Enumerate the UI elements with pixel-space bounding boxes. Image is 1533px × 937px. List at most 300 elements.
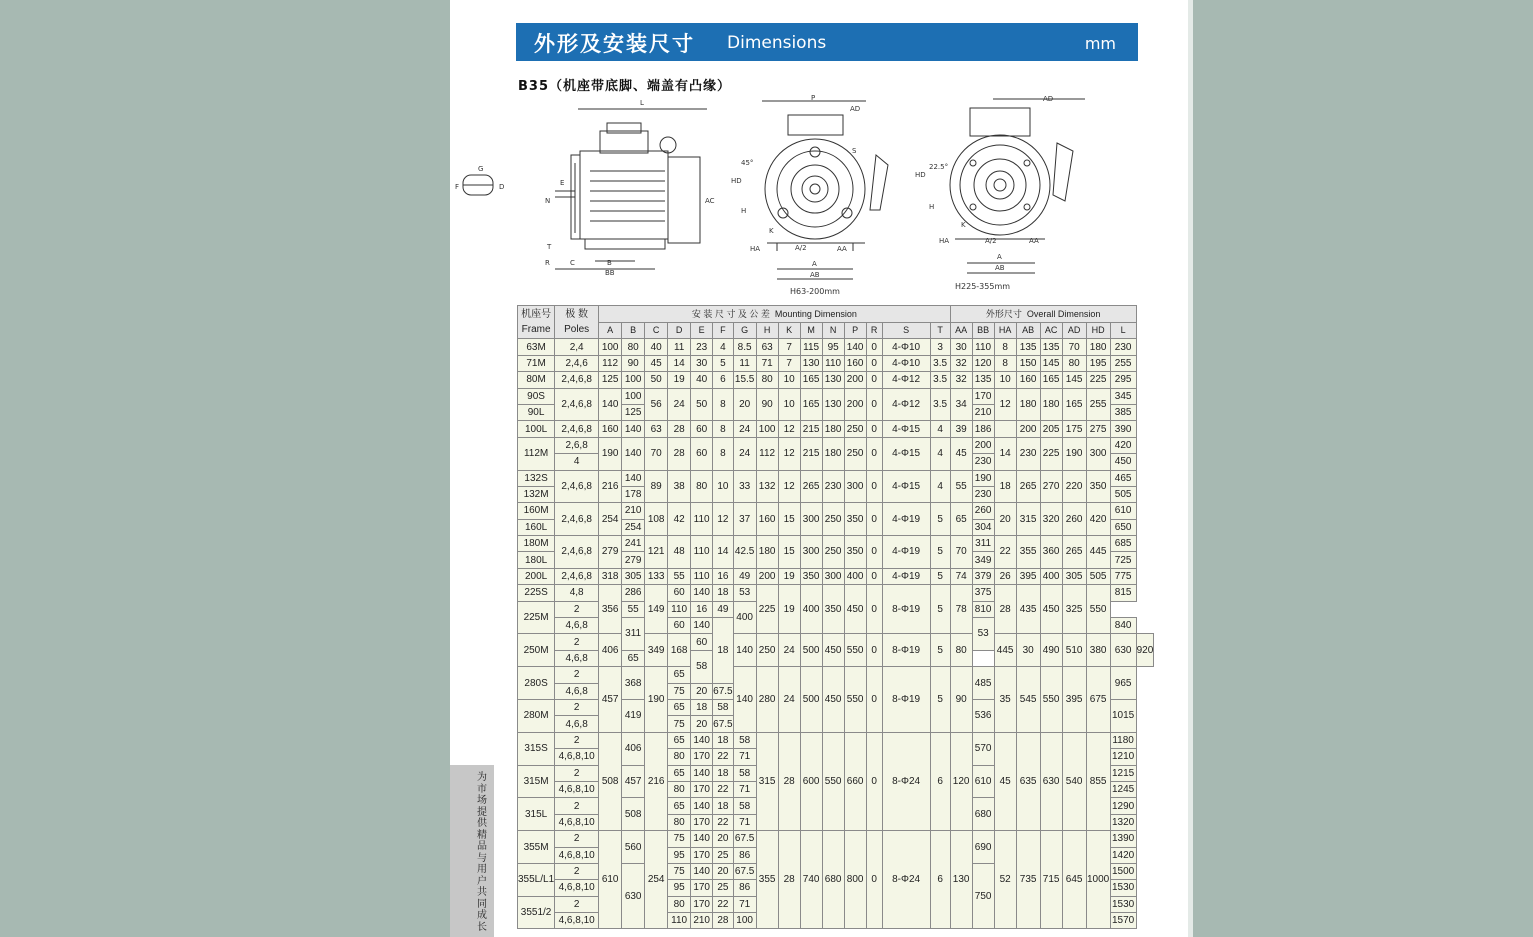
table-cell: 550 xyxy=(844,667,866,733)
table-cell: 345 xyxy=(1110,388,1136,404)
table-cell: 22 xyxy=(713,814,733,830)
table-cell: 20 xyxy=(733,388,756,421)
table-cell: 19 xyxy=(668,372,691,388)
table-cell: 63M xyxy=(518,339,555,355)
table-cell: 190 xyxy=(599,437,622,470)
table-cell: 250 xyxy=(844,437,866,470)
table-cell: 11 xyxy=(733,355,756,371)
front-small-label-s: S xyxy=(852,147,857,155)
table-cell: 63 xyxy=(645,421,668,437)
table-cell: 545 xyxy=(1016,667,1040,733)
table-cell: 0 xyxy=(866,355,882,371)
table-cell: 400 xyxy=(844,568,866,584)
table-cell: 32 xyxy=(950,372,972,388)
table-row xyxy=(518,536,1154,552)
table-row xyxy=(518,470,1154,486)
table-cell: 0 xyxy=(866,372,882,388)
table-cell: 355L/L1 xyxy=(518,863,555,896)
table-cell: 0 xyxy=(866,585,882,634)
table-cell: 22 xyxy=(713,781,733,797)
table-cell: 58 xyxy=(733,798,756,814)
table-cell: 71 xyxy=(733,896,756,912)
table-cell: 350 xyxy=(822,585,844,634)
column-header-ha: HA xyxy=(994,323,1016,339)
table-cell: 465 xyxy=(1110,470,1136,486)
side-label-b: B xyxy=(607,259,612,267)
table-cell: 24 xyxy=(733,421,756,437)
table-cell: 8 xyxy=(994,355,1016,371)
front-small-label-aa: AA xyxy=(837,245,847,253)
table-cell: 225 xyxy=(756,585,778,634)
side-label-n: N xyxy=(545,197,551,205)
table-cell: 80 xyxy=(668,896,691,912)
table-cell: 45 xyxy=(950,437,972,470)
table-cell: 80 xyxy=(668,781,691,797)
table-cell: 7 xyxy=(778,355,800,371)
table-cell: 53 xyxy=(733,585,756,601)
table-cell: 420 xyxy=(1110,437,1136,453)
table-cell: 55 xyxy=(622,601,645,617)
table-cell: 4 xyxy=(930,421,950,437)
column-header-b: B xyxy=(622,323,645,339)
table-cell: 630 xyxy=(1040,732,1062,830)
table-cell xyxy=(994,421,1016,437)
table-cell: 100L xyxy=(518,421,555,437)
table-cell: 18 xyxy=(994,470,1016,503)
table-cell: 71 xyxy=(733,749,756,765)
table-cell: 215 xyxy=(800,437,822,470)
table-cell: 610 xyxy=(1110,503,1136,519)
table-cell: 220 xyxy=(1062,470,1086,503)
table-cell: 200 xyxy=(844,388,866,421)
table-cell: 19 xyxy=(778,568,800,584)
table-cell: 390 xyxy=(1110,421,1136,437)
section-header xyxy=(516,23,1138,61)
side-label-g: G xyxy=(478,165,484,173)
column-header-row xyxy=(518,323,1154,339)
table-cell: 130 xyxy=(822,372,844,388)
table-cell: 8-Φ19 xyxy=(882,634,930,667)
table-cell: 20 xyxy=(691,683,713,699)
table-cell: 180 xyxy=(822,421,844,437)
table-cell: 130 xyxy=(950,831,972,929)
table-cell: 58 xyxy=(733,765,756,781)
table-cell: 170 xyxy=(691,749,713,765)
table-cell: 1420 xyxy=(1110,847,1136,863)
table-cell: 71 xyxy=(756,355,778,371)
table-cell: 0 xyxy=(866,388,882,421)
table-cell: 225 xyxy=(1086,372,1110,388)
table-cell: 230 xyxy=(822,470,844,503)
table-cell: 355M xyxy=(518,831,555,864)
table-cell: 2 xyxy=(555,699,599,715)
column-header-d: D xyxy=(668,323,691,339)
column-header-r: R xyxy=(866,323,882,339)
table-cell: 90L xyxy=(518,404,555,420)
table-cell: 24 xyxy=(733,437,756,470)
table-cell: 490 xyxy=(1040,634,1062,667)
table-cell: 140 xyxy=(691,863,713,879)
side-label-r: R xyxy=(545,259,550,267)
table-cell: 280 xyxy=(756,667,778,733)
table-cell: 18 xyxy=(713,798,733,814)
table-cell: 395 xyxy=(1016,568,1040,584)
table-cell: 50 xyxy=(645,372,668,388)
table-cell: 400 xyxy=(733,601,756,634)
table-cell: 170 xyxy=(691,896,713,912)
table-cell: 0 xyxy=(866,732,882,830)
table-cell: 125 xyxy=(599,372,622,388)
table-cell: 2 xyxy=(555,601,599,617)
table-cell: 216 xyxy=(645,732,668,830)
column-header-e: E xyxy=(691,323,713,339)
table-cell: 2 xyxy=(555,667,599,683)
table-cell: 450 xyxy=(822,667,844,733)
table-cell: 4,6,8 xyxy=(555,618,599,634)
table-cell: 350 xyxy=(844,536,866,569)
table-cell: 4-Φ15 xyxy=(882,437,930,470)
table-cell: 100 xyxy=(733,913,756,929)
table-cell: 275 xyxy=(1086,421,1110,437)
table-cell: 375 xyxy=(972,585,994,601)
table-cell: 2,4,6,8 xyxy=(555,372,599,388)
table-cell: 180 xyxy=(822,437,844,470)
table-cell: 110 xyxy=(691,568,713,584)
table-cell: 2,4,6,8 xyxy=(555,421,599,437)
header-unit: mm xyxy=(1084,34,1116,53)
front-large-label-ha: HA xyxy=(939,237,950,245)
side-label-c: C xyxy=(570,259,575,267)
table-cell: 130 xyxy=(822,388,844,421)
table-cell: 1390 xyxy=(1110,831,1136,847)
table-cell: 560 xyxy=(622,831,645,864)
table-cell: 775 xyxy=(1110,568,1136,584)
table-cell: 635 xyxy=(1016,732,1040,830)
table-cell: 49 xyxy=(713,601,733,617)
table-cell: 255 xyxy=(1086,388,1110,421)
table-cell: 419 xyxy=(622,699,645,732)
table-cell: 70 xyxy=(645,437,668,470)
front-large-label-ad: AD xyxy=(1043,95,1054,103)
table-cell: 350 xyxy=(844,503,866,536)
table-cell: 550 xyxy=(1086,585,1110,634)
table-cell: 18 xyxy=(713,618,733,684)
table-cell: 90 xyxy=(756,388,778,421)
table-cell: 4,6,8 xyxy=(555,716,599,732)
side-label-l: L xyxy=(640,99,644,107)
table-cell: 500 xyxy=(800,634,822,667)
table-cell: 508 xyxy=(622,798,645,831)
table-row xyxy=(518,421,1154,437)
table-cell: 74 xyxy=(950,568,972,584)
table-cell: 28 xyxy=(668,437,691,470)
table-cell: 140 xyxy=(733,634,756,667)
table-cell: 80 xyxy=(668,749,691,765)
table-cell: 216 xyxy=(599,470,622,503)
table-cell: 2,6,8 xyxy=(555,437,599,453)
table-cell: 30 xyxy=(691,355,713,371)
table-cell: 715 xyxy=(1040,831,1062,929)
table-cell: 16 xyxy=(713,568,733,584)
table-cell: 400 xyxy=(1040,568,1062,584)
table-cell: 15 xyxy=(778,503,800,536)
column-header-c: C xyxy=(645,323,668,339)
table-cell: 140 xyxy=(733,667,756,733)
table-cell: 265 xyxy=(1016,470,1040,503)
table-cell: 35 xyxy=(994,667,1016,733)
table-cell: 0 xyxy=(866,568,882,584)
table-cell: 24 xyxy=(668,388,691,421)
table-cell: 8-Φ24 xyxy=(882,732,930,830)
table-cell: 80 xyxy=(950,634,972,667)
table-cell: 1500 xyxy=(1110,863,1136,879)
table-cell: 18 xyxy=(691,699,713,715)
table-cell: 170 xyxy=(972,388,994,404)
table-cell: 8 xyxy=(713,437,733,470)
side-label-t: T xyxy=(547,243,552,251)
table-cell: 1015 xyxy=(1110,699,1136,732)
table-cell: 160L xyxy=(518,519,555,535)
column-header-s: S xyxy=(882,323,930,339)
table-cell: 225M xyxy=(518,601,555,634)
table-cell: 38 xyxy=(668,470,691,503)
table-cell: 2 xyxy=(555,634,599,650)
table-cell: 80 xyxy=(756,372,778,388)
table-cell: 2,4,6,8 xyxy=(555,503,599,536)
front-small-label-p: P xyxy=(811,94,816,102)
table-cell: 25 xyxy=(713,847,733,863)
table-cell: 260 xyxy=(1062,503,1086,536)
table-cell: 12 xyxy=(713,503,733,536)
table-cell: 37 xyxy=(733,503,756,536)
table-cell: 145 xyxy=(1062,372,1086,388)
table-cell: 260 xyxy=(972,503,994,519)
table-cell: 4-Φ12 xyxy=(882,388,930,421)
table-cell: 100 xyxy=(756,421,778,437)
table-cell: 205 xyxy=(1040,421,1062,437)
table-cell: 200 xyxy=(756,568,778,584)
front-small-caption: H63-200mm xyxy=(790,287,840,296)
table-cell: 67.5 xyxy=(713,716,733,732)
table-cell: 1180 xyxy=(1110,732,1136,748)
table-cell: 350 xyxy=(800,568,822,584)
front-large-label-hd: HD xyxy=(915,171,926,179)
mounting-group-header xyxy=(599,306,950,323)
table-cell: 305 xyxy=(622,568,645,584)
overall-group-cn: 外形尺寸 xyxy=(985,308,1022,319)
table-cell: 550 xyxy=(1040,667,1062,733)
table-cell: 1530 xyxy=(1110,896,1136,912)
table-cell: 165 xyxy=(1062,388,1086,421)
table-cell: 450 xyxy=(844,585,866,634)
table-cell: 450 xyxy=(822,634,844,667)
table-cell: 65 xyxy=(950,503,972,536)
table-cell: 8.5 xyxy=(733,339,756,355)
table-cell: 406 xyxy=(599,634,622,667)
table-cell: 125 xyxy=(622,404,645,420)
table-cell: 75 xyxy=(668,831,691,847)
table-cell: 215 xyxy=(800,421,822,437)
table-cell: 540 xyxy=(1062,732,1086,830)
table-cell: 1000 xyxy=(1086,831,1110,929)
table-cell: 30 xyxy=(1016,634,1040,667)
table-cell: 10 xyxy=(778,372,800,388)
table-cell: 20 xyxy=(994,503,1016,536)
table-cell: 190 xyxy=(972,470,994,486)
table-cell: 230 xyxy=(972,454,994,470)
table-cell: 2 xyxy=(555,798,599,814)
table-row xyxy=(518,388,1154,404)
table-cell: 14 xyxy=(994,437,1016,470)
table-cell: 149 xyxy=(645,585,668,634)
table-cell: 550 xyxy=(844,634,866,667)
table-cell: 140 xyxy=(599,388,622,421)
table-cell: 140 xyxy=(691,732,713,748)
table-cell: 165 xyxy=(1040,372,1062,388)
page-edge xyxy=(1188,0,1193,937)
front-view-large-drawing xyxy=(950,99,1085,273)
table-cell: 457 xyxy=(622,765,645,798)
table-cell: 355 xyxy=(756,831,778,929)
table-cell: 190 xyxy=(1062,437,1086,470)
table-cell: 50 xyxy=(691,388,713,421)
table-cell: 5 xyxy=(713,355,733,371)
column-header-g: G xyxy=(733,323,756,339)
table-cell: 4,6,8,10 xyxy=(555,847,599,863)
table-cell: 90 xyxy=(622,355,645,371)
catalog-page xyxy=(450,0,1192,937)
table-cell: 121 xyxy=(645,536,668,569)
table-cell: 360 xyxy=(1040,536,1062,569)
table-cell: 45 xyxy=(994,732,1016,830)
table-row xyxy=(518,372,1154,388)
table-cell: 318 xyxy=(599,568,622,584)
table-row xyxy=(518,831,1154,847)
table-cell: 58 xyxy=(713,699,733,715)
table-cell: 170 xyxy=(691,847,713,863)
table-cell: 75 xyxy=(668,683,691,699)
table-cell: 485 xyxy=(972,667,994,700)
column-header-ab: AB xyxy=(1016,323,1040,339)
table-cell: 70 xyxy=(1062,339,1086,355)
table-cell: 400 xyxy=(800,585,822,634)
table-cell: 100 xyxy=(622,388,645,404)
table-cell: 145 xyxy=(1040,355,1062,371)
table-cell: 52 xyxy=(994,831,1016,929)
table-cell: 15.5 xyxy=(733,372,756,388)
table-cell: 254 xyxy=(622,519,645,535)
table-cell: 10 xyxy=(778,388,800,421)
table-cell: 325 xyxy=(1062,585,1086,634)
table-cell: 457 xyxy=(599,667,622,733)
table-cell: 165 xyxy=(800,372,822,388)
table-cell: 130 xyxy=(800,355,822,371)
table-cell: 250 xyxy=(844,421,866,437)
table-cell: 6 xyxy=(930,831,950,929)
table-cell: 42.5 xyxy=(733,536,756,569)
column-header-h: H xyxy=(756,323,778,339)
column-header-ac: AC xyxy=(1040,323,1062,339)
table-cell: 140 xyxy=(691,765,713,781)
table-cell: 8 xyxy=(713,388,733,421)
column-header-n: N xyxy=(822,323,844,339)
mounting-group-en: Mounting Dimension xyxy=(774,308,857,319)
poles-header xyxy=(555,306,599,339)
table-cell: 95 xyxy=(668,880,691,896)
table-cell: 3551/2 xyxy=(518,896,555,929)
table-cell: 90S xyxy=(518,388,555,404)
table-cell: 165 xyxy=(800,388,822,421)
table-cell: 445 xyxy=(994,634,1016,667)
table-cell: 685 xyxy=(1110,536,1136,552)
table-cell: 180 xyxy=(1086,339,1110,355)
table-cell: 8 xyxy=(713,421,733,437)
table-cell: 225 xyxy=(1040,437,1062,470)
table-cell: 112 xyxy=(756,437,778,470)
table-cell: 18 xyxy=(713,732,733,748)
table-cell: 0 xyxy=(866,470,882,503)
table-cell: 150 xyxy=(1016,355,1040,371)
table-cell: 0 xyxy=(866,536,882,569)
table-cell: 395 xyxy=(1062,667,1086,733)
table-cell: 965 xyxy=(1110,667,1136,700)
table-cell: 4 xyxy=(555,454,599,470)
table-cell: 60 xyxy=(691,634,713,650)
table-cell: 160 xyxy=(599,421,622,437)
table-cell: 355 xyxy=(1016,536,1040,569)
table-cell: 110 xyxy=(668,913,691,929)
table-cell: 450 xyxy=(1110,454,1136,470)
front-small-label-a2: A/2 xyxy=(795,244,807,252)
table-cell: 3.5 xyxy=(930,388,950,421)
table-cell: 168 xyxy=(668,634,691,667)
table-cell: 28 xyxy=(668,421,691,437)
table-cell: 110 xyxy=(691,536,713,569)
table-cell: 3.5 xyxy=(930,372,950,388)
table-cell: 55 xyxy=(950,470,972,503)
table-cell: 135 xyxy=(1016,339,1040,355)
table-cell: 300 xyxy=(800,503,822,536)
table-cell: 680 xyxy=(972,798,994,831)
table-cell: 110 xyxy=(668,601,691,617)
table-cell: 132 xyxy=(756,470,778,503)
table-cell: 610 xyxy=(599,831,622,929)
table-cell: 200 xyxy=(1016,421,1040,437)
table-cell: 2 xyxy=(555,863,599,879)
table-cell: 1530 xyxy=(1110,880,1136,896)
table-cell: 49 xyxy=(733,568,756,584)
front-small-label-h: H xyxy=(741,207,747,215)
table-cell: 200L xyxy=(518,568,555,584)
dimension-table xyxy=(517,305,1154,929)
table-cell: 32 xyxy=(950,355,972,371)
poles-header-cn: 极 数 xyxy=(565,309,589,321)
column-header-aa: AA xyxy=(950,323,972,339)
table-cell: 56 xyxy=(645,388,668,421)
table-cell: 75 xyxy=(668,716,691,732)
table-cell: 368 xyxy=(622,667,645,700)
front-large-label-ab: AB xyxy=(995,264,1005,272)
front-large-label-a2: A/2 xyxy=(985,237,997,245)
table-cell: 6 xyxy=(713,372,733,388)
table-cell: 110 xyxy=(822,355,844,371)
table-cell: 1215 xyxy=(1110,765,1136,781)
table-cell: 20 xyxy=(691,716,713,732)
column-header-f: F xyxy=(713,323,733,339)
front-large-caption: H225-355mm xyxy=(955,282,1011,291)
header-title-en: Dimensions xyxy=(727,33,827,53)
table-row xyxy=(518,585,1154,601)
